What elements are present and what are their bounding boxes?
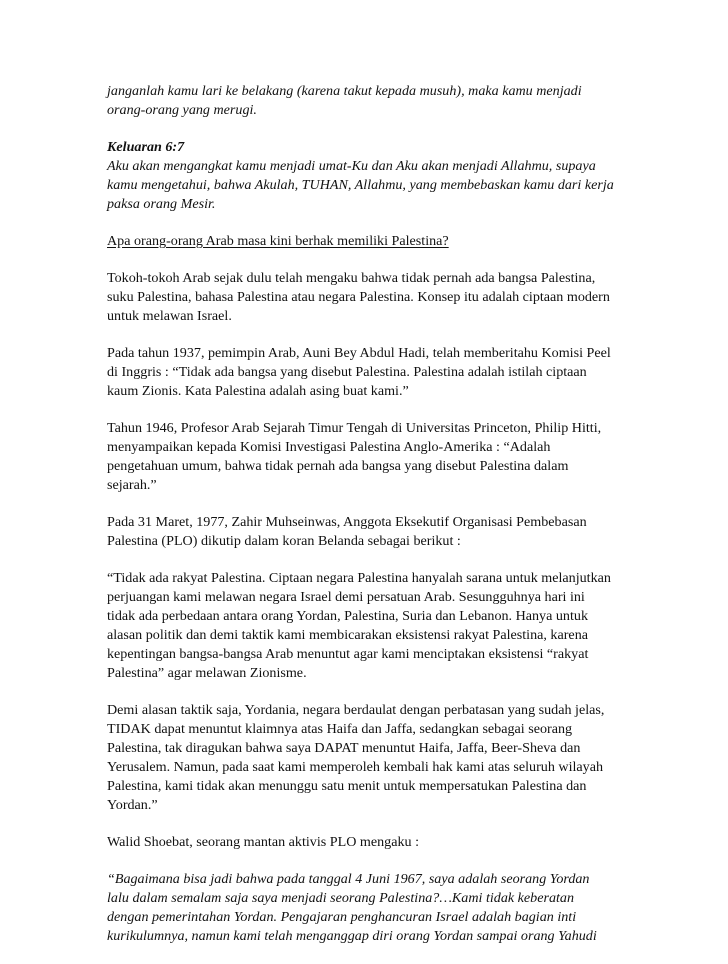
section-heading-text: Apa orang-orang Arab masa kini berhak memiliki Palestina? [107, 233, 449, 249]
paragraph-arab-leaders [107, 269, 627, 326]
paragraph-walid-shoebat [107, 833, 627, 852]
section-heading [107, 232, 627, 251]
paragraph-plo-quote [107, 569, 627, 683]
text-line: orang-orang yang merugi. [107, 102, 257, 118]
text-line: Tahun 1946, Profesor Arab Sejarah Timur Tengah di Universitas Princeton, Philip Hitti, [107, 420, 602, 436]
text-line: Demi alasan taktik saja, Yordania, negara berdaulat dengan perbatasan yang sudah jelas, [107, 702, 605, 718]
text-line: Yerusalem. Namun, pada saat kami memperoleh kembali hak kami atas seluruh wilayah [107, 759, 604, 775]
text-line: Tokoh-tokoh Arab sejak dulu telah mengaku bahwa tidak pernah ada bangsa Palestina, [107, 270, 596, 286]
paragraph-1977 [107, 513, 627, 551]
text-line: Palestina (PLO) dikutip dalam koran Belanda sebagai berikut : [107, 533, 461, 549]
text-line: kaum Zionis. Kata Palestina adalah asing buat kami.” [107, 383, 409, 399]
paragraph-1946 [107, 419, 627, 495]
text-line: dengan pemerintahan Yordan. Pengajaran penghancuran Israel adalah bagian inti [107, 909, 577, 925]
text-line: Palestina, kami tidak akan menunggu satu menit untuk mempersatukan Palestina dan [107, 778, 587, 794]
text-line: tidak ada perbedaan antara orang Yordan, Palestina, Suria dan Lebanon. Hanya untuk [107, 608, 588, 624]
text-line: sejarah.” [107, 477, 157, 493]
text-line: Palestina” agar melawan Zionisme. [107, 665, 307, 681]
paragraph-shoebat-quote [107, 870, 627, 946]
text-line: kepentingan bangsa-bangsa Arab menuntut agar kami menciptakan eksistensi “rakyat [107, 646, 589, 662]
text-line: suku Palestina, bahasa Palestina atau negara Palestina. Konsep itu adalah ciptaan modern [107, 289, 610, 305]
text-line: menyampaikan kepada Komisi Investigasi Palestina Anglo-Amerika : “Adalah [107, 439, 551, 455]
text-line: Yordan.” [107, 797, 158, 813]
text-line: kurikulumnya, namun kami telah menganggap diri orang Yordan sampai orang Yahudi [107, 928, 597, 944]
text-line: paksa orang Mesir. [107, 196, 216, 212]
text-line: TIDAK dapat menuntut klaimnya atas Haifa dan Jaffa, sedangkan sebagai seorang [107, 721, 573, 737]
paragraph-1937 [107, 344, 627, 401]
text-line: Palestina, tak diragukan bahwa saya DAPAT menuntut Haifa, Jaffa, Beer-Sheva dan [107, 740, 581, 756]
text-line: alasan politik dan demi taktik kami membicarakan eksistensi rakyat Palestina, karena [107, 627, 588, 643]
verse-reference-heading: Keluaran 6:7 [107, 139, 185, 155]
text-line: perjuangan kami melawan negara Israel demi persatuan Arab. Sesungguhnya hari ini [107, 589, 585, 605]
text-line: Aku akan mengangkat kamu menjadi umat-Ku dan Aku akan menjadi Allahmu, supaya [107, 158, 596, 174]
document-page [107, 82, 627, 964]
text-line: Pada tahun 1937, pemimpin Arab, Auni Bey Abdul Hadi, telah memberitahu Komisi Peel [107, 345, 611, 361]
text-line: di Inggris : “Tidak ada bangsa yang disebut Palestina. Palestina adalah istilah ciptaan [107, 364, 587, 380]
text-line: Walid Shoebat, seorang mantan aktivis PLO mengaku : [107, 834, 419, 850]
paragraph-quran-quote [107, 82, 627, 120]
text-line: “Tidak ada rakyat Palestina. Ciptaan negara Palestina hanyalah sarana untuk melanjutkan [107, 570, 611, 586]
text-line: untuk melawan Israel. [107, 308, 232, 324]
paragraph-keluaran-quote [107, 138, 627, 214]
text-line: lalu dalam semalam saja saya menjadi seorang Palestina?…Kami tidak keberatan [107, 890, 575, 906]
text-line: “Bagaimana bisa jadi bahwa pada tanggal 4 Juni 1967, saya adalah seorang Yordan [107, 871, 590, 887]
text-line: kamu mengetahui, bahwa Akulah, TUHAN, Allahmu, yang membebaskan kamu dari kerja [107, 177, 614, 193]
paragraph-tactics [107, 701, 627, 815]
text-line: Pada 31 Maret, 1977, Zahir Muhseinwas, Anggota Eksekutif Organisasi Pembebasan [107, 514, 587, 530]
text-line: janganlah kamu lari ke belakang (karena takut kepada musuh), maka kamu menjadi [107, 83, 582, 99]
text-line: pengetahuan umum, bahwa tidak pernah ada bangsa yang disebut Palestina dalam [107, 458, 569, 474]
